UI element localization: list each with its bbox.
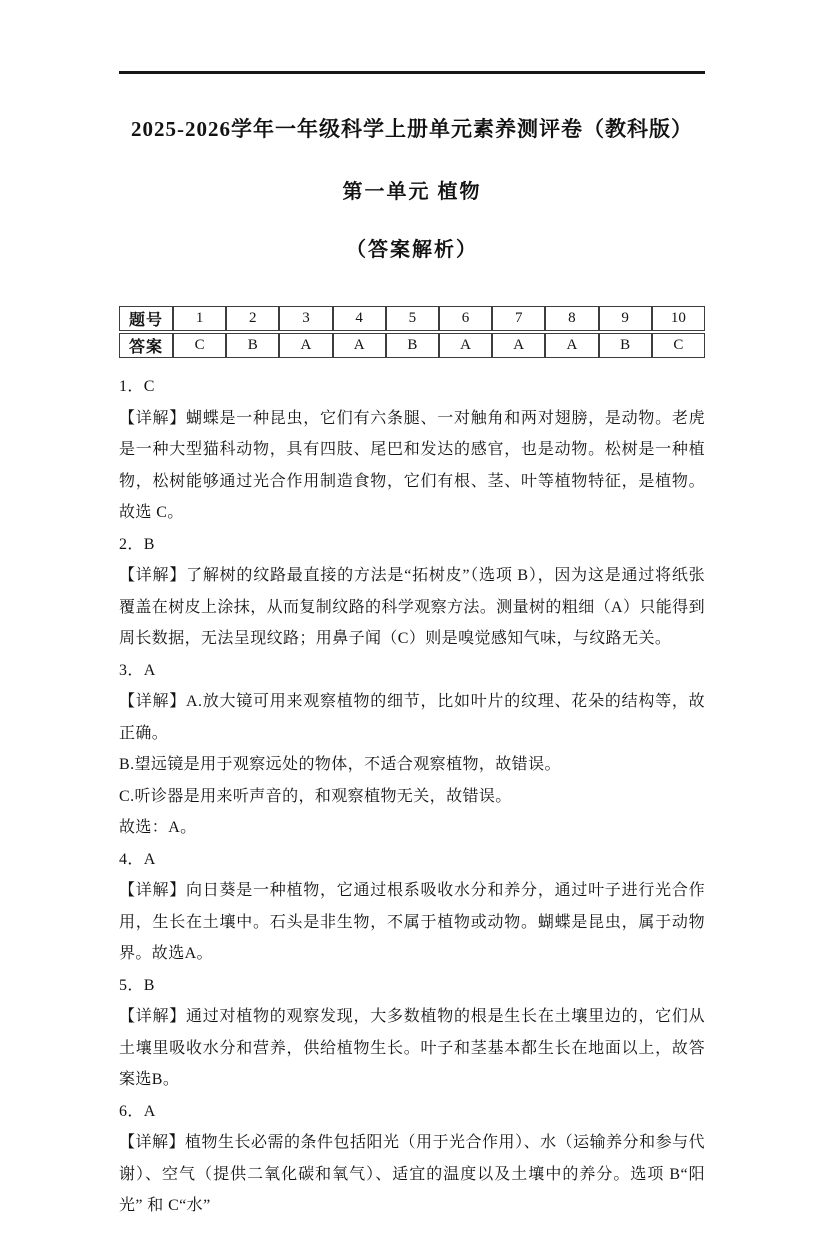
question-number-cell: 3 (279, 306, 332, 331)
answer-cell: A (492, 333, 545, 358)
question-answer-heading: 1．C (119, 378, 155, 395)
question-number-cell: 7 (492, 306, 545, 331)
answer-cell: C (173, 333, 226, 358)
document-title: 2025-2026学年一年级科学上册单元素养测评卷（教科版） (131, 117, 693, 141)
question-number-cell: 2 (226, 306, 279, 331)
explanation-paragraph: 【详解】植物生长必需的条件包括阳光（用于光合作用）、水（运输养分和参与代谢）、空气（提供二氧化碳和氧气）、适宜的温度以及土壤中的养分。选项 B“阳光” 和 C“水” (119, 1134, 705, 1214)
explanation-paragraph: 故选：A。 (119, 819, 197, 836)
header-rule (119, 71, 705, 74)
answer-cell: A (545, 333, 598, 358)
answer-row (119, 333, 705, 358)
question-answer-heading: 6．A (119, 1102, 156, 1120)
explanation-paragraph: C.听诊器是用来听声音的，和观察植物无关，故错误。 (119, 787, 512, 805)
explanation-paragraph: 【详解】向日葵是一种植物，它通过根系吸收水分和养分，通过叶子进行光合作用，生长在土壤中。石头是非生物，不属于植物或动物。蝴蝶是昆虫，属于动物界。故选A。 (119, 882, 705, 962)
explanation-paragraph: 【详解】通过对植物的观察发现，大多数植物的根是生长在土壤里边的，它们从土壤里吸收水分和营养，供给植物生长。叶子和茎基本都生长在地面以上，故答案选B。 (119, 1008, 705, 1088)
explanation-section-6 (119, 1096, 705, 1222)
question-number-cell: 5 (386, 306, 439, 331)
explanation-paragraph: B.望远镜是用于观察远处的物体，不适合观察植物，故错误。 (119, 756, 561, 773)
question-number-cell: 6 (439, 306, 492, 331)
question-number-row (119, 306, 705, 331)
question-number-cell: 4 (333, 306, 386, 331)
answer-cell: A (279, 333, 332, 358)
explanation-section-4 (119, 844, 705, 970)
document-page (0, 71, 826, 1240)
question-number-cell: 10 (652, 306, 705, 331)
explanation-paragraph: 【详解】了解树的纹路最直接的方法是“拓树皮”（选项 B），因为这是通过将纸张覆盖在树皮上涂抹，从而复制纹路的科学观察方法。测量树的粗细（A）只能得到周长数据，无法呈现纹路；用鼻子闻（C）则是嗅觉感知气味，与纹路无关。 (119, 567, 705, 647)
answer-cell: A (439, 333, 492, 358)
answer-cell: B (599, 333, 652, 358)
question-answer-heading: 5．B (119, 976, 155, 994)
question-answer-heading: 3．A (119, 661, 156, 679)
answer-cell: B (386, 333, 439, 358)
answer-key-subtitle: （答案解析） (346, 239, 478, 261)
answer-table (119, 304, 705, 360)
explanation-section-5 (119, 970, 705, 1096)
unit-title: 第一单元 植物 (342, 181, 482, 203)
question-number-label: 题号 (119, 306, 173, 331)
explanation-section-3 (119, 655, 705, 844)
answer-cell: C (652, 333, 705, 358)
explanations (119, 371, 705, 1222)
question-number-cell: 9 (599, 306, 652, 331)
question-number-cell: 8 (545, 306, 598, 331)
question-answer-heading: 2．B (119, 535, 155, 553)
question-answer-heading: 4．A (119, 850, 156, 868)
explanation-paragraph: 【详解】蝴蝶是一种昆虫，它们有六条腿、一对触角和两对翅膀，是动物。老虎是一种大型猫科动物，具有四肢、尾巴和发达的感官，也是动物。松树是一种植物，松树能够通过光合作用制造食物，它们有根、茎、叶等植物特征，是植物。故选 C。 (119, 409, 705, 521)
explanation-section-1 (119, 371, 705, 529)
answer-cell: A (333, 333, 386, 358)
answer-cell: B (226, 333, 279, 358)
explanation-section-2 (119, 529, 705, 655)
question-number-cell: 1 (173, 306, 226, 331)
explanation-paragraph: 【详解】A.放大镜可用来观察植物的细节，比如叶片的纹理、花朵的结构等，故正确。 (119, 693, 705, 742)
answer-label: 答案 (119, 333, 173, 358)
